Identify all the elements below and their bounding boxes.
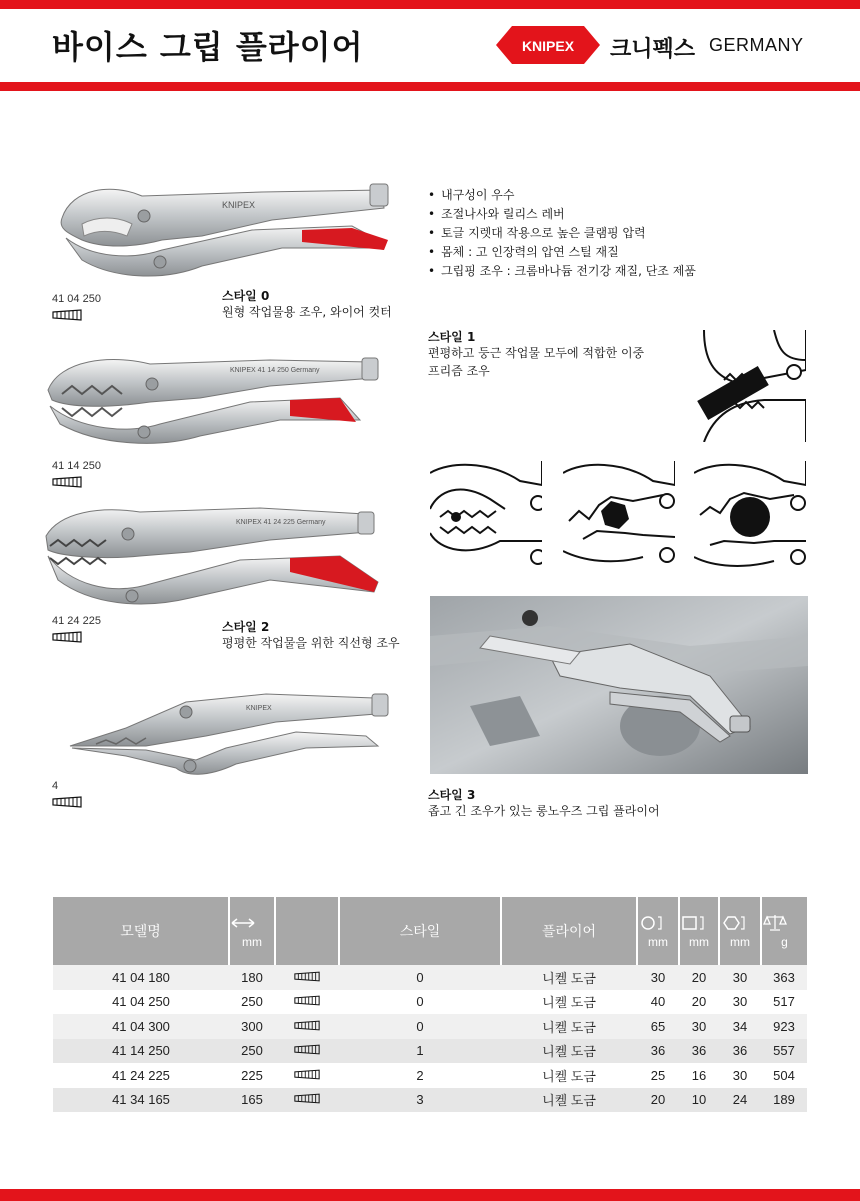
weight-cell: 363: [761, 965, 807, 990]
round-cell: 40: [637, 990, 679, 1015]
jaw-profile-icon: [294, 1069, 320, 1080]
table-row: [53, 990, 807, 1015]
flat-workpiece-icon: [680, 913, 706, 933]
feature-item: • 토글 지렛대 작용으로 높은 클램핑 압력: [428, 224, 696, 243]
finish-cell: 니켈 도금: [501, 1063, 637, 1088]
style-2-description: 평평한 작업물을 위한 직선형 조우: [222, 636, 400, 650]
flat-cell: 20: [679, 990, 719, 1015]
table-row: [53, 1063, 807, 1088]
weight-cell: 557: [761, 1039, 807, 1064]
bottom-red-stripe: [0, 1189, 860, 1201]
finish-cell: 니켈 도금: [501, 990, 637, 1015]
logo-text: KNIPEX: [521, 38, 575, 54]
page-title: 바이스 그립 플라이어: [52, 28, 364, 66]
flat-cell: 20: [679, 965, 719, 990]
style-cell: 0: [339, 965, 501, 990]
feature-list: [428, 186, 696, 281]
jaw-diagram-hex: [563, 461, 675, 573]
style-cell: 1: [339, 1039, 501, 1064]
product-code: 41 04 250: [52, 293, 101, 305]
hex-cell: 30: [719, 990, 761, 1015]
jaw-profile-icon: [294, 971, 320, 982]
brand-block: [496, 26, 826, 64]
jaw-profile-icon: [52, 476, 82, 488]
plier-style-1-image: [40, 350, 380, 450]
finish-cell: 니켈 도금: [501, 1039, 637, 1064]
flat-cell: 16: [679, 1063, 719, 1088]
flat-cell: 36: [679, 1039, 719, 1064]
header-flat-capacity: mm: [679, 897, 719, 965]
style-3-heading: 스타일 3: [428, 788, 476, 802]
round-cell: 36: [637, 1039, 679, 1064]
jaw-icon-cell: [275, 1014, 339, 1039]
table-row: [53, 1039, 807, 1064]
scale-icon: [762, 913, 788, 933]
hex-workpiece-icon: [720, 913, 746, 933]
svg-text:KNIPEX: KNIPEX: [222, 200, 256, 210]
finish-cell: 니켈 도금: [501, 965, 637, 990]
length-cell: 250: [229, 1039, 275, 1064]
hex-cell: 24: [719, 1088, 761, 1113]
header-weight: g: [761, 897, 807, 965]
jaw-profile-icon: [52, 631, 82, 643]
finish-cell: 니켈 도금: [501, 1088, 637, 1113]
style-cell: 2: [339, 1063, 501, 1088]
style-1-description-line: 편평하고 둥근 작업물 모두에 적합한 이중: [428, 346, 645, 360]
table-row: [53, 1088, 807, 1113]
style-3-description: 좁고 긴 조우가 있는 롱노우즈 그립 플라이어: [428, 804, 660, 818]
length-cell: 180: [229, 965, 275, 990]
style-1-heading: 스타일 1: [428, 330, 476, 344]
svg-text:KNIPEX 41 24 225 Germany: KNIPEX 41 24 225 Germany: [236, 519, 326, 526]
knipex-logo: [496, 26, 600, 64]
style-cell: 3: [339, 1088, 501, 1113]
model-cell: 41 24 225: [53, 1063, 229, 1088]
plier-style-0-image: [52, 178, 400, 293]
feature-item: • 내구성이 우수: [428, 186, 696, 205]
round-cell: 65: [637, 1014, 679, 1039]
header-style: 스타일: [339, 897, 501, 965]
length-arrow-icon: [230, 913, 256, 933]
table-row: [53, 965, 807, 990]
svg-text:KNIPEX: KNIPEX: [246, 705, 272, 712]
model-cell: 41 34 165: [53, 1088, 229, 1113]
length-cell: 165: [229, 1088, 275, 1113]
hex-cell: 30: [719, 1063, 761, 1088]
model-cell: 41 04 180: [53, 965, 229, 990]
application-photo: [430, 596, 808, 774]
header-red-stripe: [0, 82, 860, 91]
feature-item: • 조절나사와 릴리스 레버: [428, 205, 696, 224]
length-cell: 225: [229, 1063, 275, 1088]
round-cell: 30: [637, 965, 679, 990]
jaw-icon-cell: [275, 1088, 339, 1113]
jaw-profile-icon: [294, 1093, 320, 1104]
jaw-profile-icon: [294, 1044, 320, 1055]
round-workpiece-icon: [638, 913, 664, 933]
model-cell: 41 14 250: [53, 1039, 229, 1064]
hex-cell: 30: [719, 965, 761, 990]
jaw-diagram-large-round: [694, 461, 806, 573]
style-cell: 0: [339, 990, 501, 1015]
round-cell: 20: [637, 1088, 679, 1113]
jaw-diagram-small-round: [430, 461, 542, 573]
length-cell: 250: [229, 990, 275, 1015]
weight-cell: 189: [761, 1088, 807, 1113]
feature-item: • 몸체 : 고 인장력의 압연 스틸 재질: [428, 243, 696, 262]
hex-cell: 34: [719, 1014, 761, 1039]
style-1-description-line: 프리즘 조우: [428, 364, 490, 378]
header-model: 모델명: [53, 897, 229, 965]
plier-style-3-image: [66, 688, 396, 778]
round-cell: 25: [637, 1063, 679, 1088]
product-code: 41 24 225: [52, 615, 101, 627]
length-cell: 300: [229, 1014, 275, 1039]
jaw-icon-cell: [275, 990, 339, 1015]
product-code: 41 14 250: [52, 460, 101, 472]
header-hex-capacity: mm: [719, 897, 761, 965]
style-0-description: 원형 작업물용 조우, 와이어 컷터: [222, 305, 392, 319]
jaw-icon-cell: [275, 965, 339, 990]
jaw-profile-icon: [294, 995, 320, 1006]
header-jaw-profile: [275, 897, 339, 965]
product-code: 4: [52, 780, 59, 792]
weight-cell: 504: [761, 1063, 807, 1088]
svg-text:KNIPEX 41 14 250 Germany: KNIPEX 41 14 250 Germany: [230, 367, 320, 374]
plier-style-2-image: [40, 500, 385, 610]
brand-country: GERMANY: [709, 35, 804, 55]
hex-cell: 36: [719, 1039, 761, 1064]
finish-cell: 니켈 도금: [501, 1014, 637, 1039]
header-length: mm: [229, 897, 275, 965]
model-cell: 41 04 250: [53, 990, 229, 1015]
model-cell: 41 04 300: [53, 1014, 229, 1039]
style-0-heading: 스타일 0: [222, 289, 270, 303]
header-plier: 플라이어: [501, 897, 637, 965]
weight-cell: 517: [761, 990, 807, 1015]
flat-cell: 10: [679, 1088, 719, 1113]
flat-cell: 30: [679, 1014, 719, 1039]
jaw-profile-icon: [52, 309, 82, 321]
jaw-profile-icon: [294, 1020, 320, 1031]
top-red-stripe: [0, 0, 860, 9]
jaw-icon-cell: [275, 1039, 339, 1064]
spec-table: [53, 897, 807, 1112]
style-cell: 0: [339, 1014, 501, 1039]
brand-korean-name: 크니펙스: [610, 37, 696, 62]
jaw-icon-cell: [275, 1063, 339, 1088]
weight-cell: 923: [761, 1014, 807, 1039]
header-round-capacity: mm: [637, 897, 679, 965]
jaw-profile-icon: [52, 796, 82, 808]
feature-item: • 그립핑 조우 : 크롬바나듐 전기강 재질, 단조 제품: [428, 262, 696, 281]
table-row: [53, 1014, 807, 1039]
jaw-diagram-flat: [694, 330, 806, 442]
style-2-heading: 스타일 2: [222, 620, 270, 634]
